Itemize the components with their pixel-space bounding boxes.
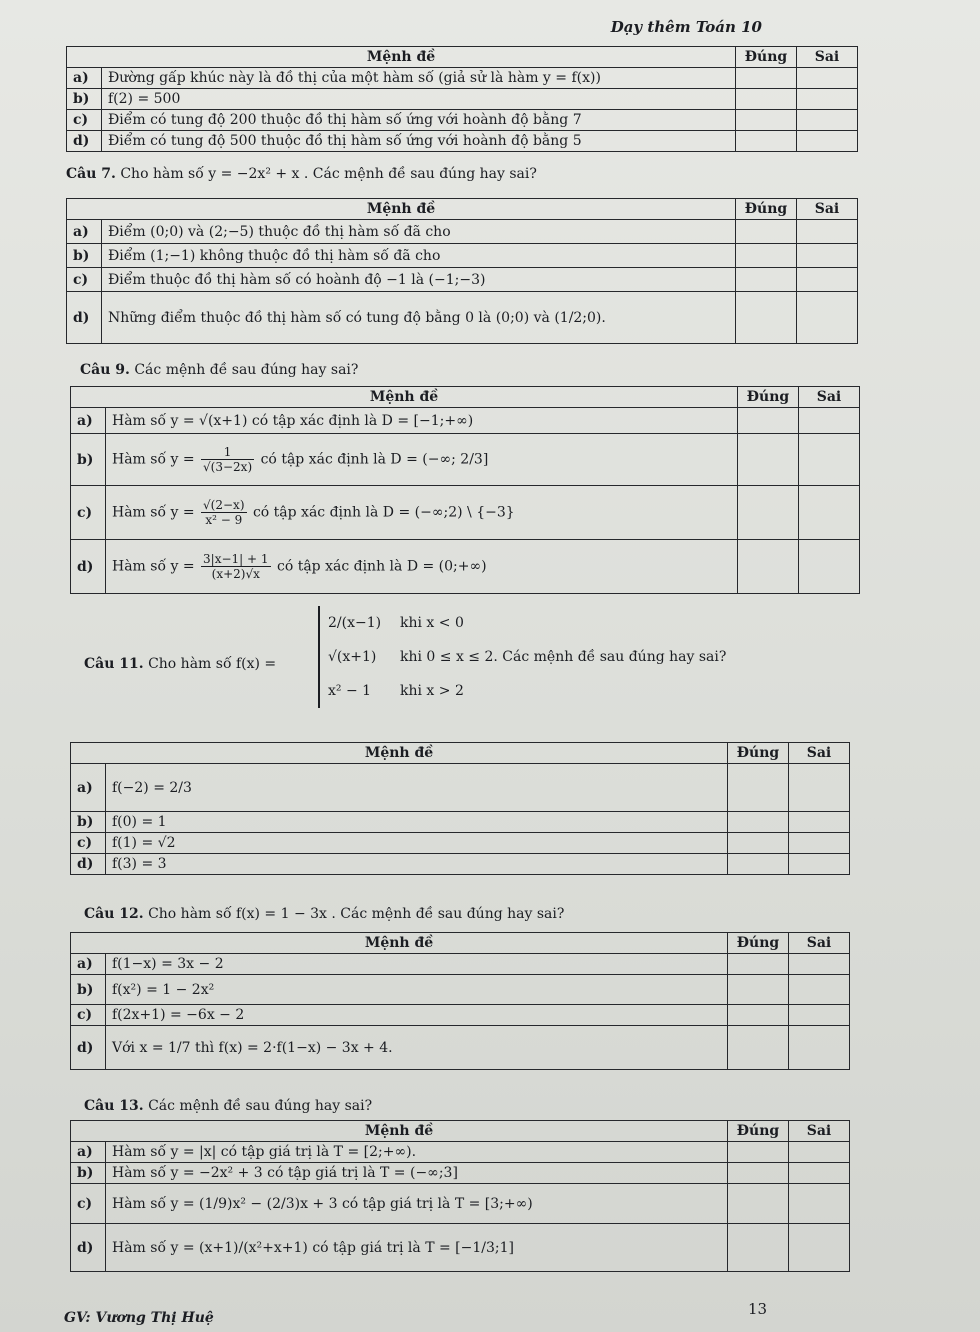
col-true: Đúng xyxy=(728,933,789,954)
true-cell[interactable] xyxy=(736,89,797,110)
col-false: Sai xyxy=(789,743,850,764)
row-label: c) xyxy=(67,268,102,292)
table-row xyxy=(67,110,858,131)
formula-pre: Hàm số y = xyxy=(112,558,195,575)
row-text: Điểm (1;−1) không thuộc đồ thị hàm số đã cho xyxy=(102,244,736,268)
false-cell[interactable] xyxy=(789,833,850,854)
row-text: f(0) = 1 xyxy=(106,812,728,833)
row-text: Hàm số y = |x| có tập giá trị là T = [2;+∞). xyxy=(106,1142,728,1163)
true-cell[interactable] xyxy=(736,244,797,268)
col-true: Đúng xyxy=(736,47,797,68)
table-row xyxy=(71,540,860,594)
true-cell[interactable] xyxy=(728,1026,789,1070)
fraction xyxy=(201,498,246,527)
table-row xyxy=(71,812,850,833)
table-row xyxy=(67,220,858,244)
table-row xyxy=(67,68,858,89)
false-cell[interactable] xyxy=(797,110,858,131)
table-row xyxy=(71,1224,850,1272)
piece-cond: khi x < 0 xyxy=(400,615,464,631)
true-cell[interactable] xyxy=(728,764,789,812)
row-text: Điểm (0;0) và (2;−5) thuộc đồ thị hàm số đã cho xyxy=(102,220,736,244)
row-label: a) xyxy=(71,954,106,975)
true-cell[interactable] xyxy=(728,954,789,975)
denominator: (x+2)√x xyxy=(211,567,260,581)
row-text: f(1−x) = 3x − 2 xyxy=(106,954,728,975)
formula-pre: Hàm số y = xyxy=(112,451,195,468)
true-cell[interactable] xyxy=(736,68,797,89)
row-text: Hàm số y = (1/9)x² − (2/3)x + 3 có tập giá trị là T = [3;+∞) xyxy=(106,1184,728,1224)
true-cell[interactable] xyxy=(728,1142,789,1163)
table-row xyxy=(67,292,858,344)
col-true: Đúng xyxy=(738,387,799,408)
page-header: Dạy thêm Toán 10 xyxy=(610,18,762,36)
q13-text: Các mệnh đề sau đúng hay sai? xyxy=(148,1098,373,1114)
true-cell[interactable] xyxy=(738,408,799,434)
q11-stem-start xyxy=(84,656,276,672)
true-cell[interactable] xyxy=(728,1184,789,1224)
table-row xyxy=(67,89,858,110)
false-cell[interactable] xyxy=(799,540,860,594)
q7-text: Cho hàm số y = −2x² + x . Các mệnh đề sau đúng hay sai? xyxy=(120,166,537,182)
true-cell[interactable] xyxy=(728,1224,789,1272)
row-label: b) xyxy=(71,434,106,486)
q7-stem xyxy=(66,166,537,182)
q11-text-pre: Cho hàm số f(x) = xyxy=(148,656,277,672)
piece-cond: khi 0 ≤ x ≤ 2 xyxy=(400,649,494,665)
table-q11 xyxy=(70,742,850,875)
false-cell[interactable] xyxy=(789,1184,850,1224)
piece-row xyxy=(328,640,726,674)
col-false: Sai xyxy=(789,933,850,954)
q12-text: Cho hàm số f(x) = 1 − 3x . Các mệnh đề sau đúng hay sai? xyxy=(148,906,565,922)
true-cell[interactable] xyxy=(738,486,799,540)
col-prop: Mệnh đề xyxy=(71,743,728,764)
false-cell[interactable] xyxy=(789,854,850,875)
table-q12 xyxy=(70,932,850,1070)
table-row xyxy=(67,131,858,152)
row-formula xyxy=(106,486,738,540)
table-row xyxy=(67,268,858,292)
q12-title: Câu 12. xyxy=(84,906,144,922)
row-text: f(x²) = 1 − 2x² xyxy=(106,975,728,1005)
true-cell[interactable] xyxy=(728,1163,789,1184)
q7-title: Câu 7. xyxy=(66,166,116,182)
table-row xyxy=(71,1184,850,1224)
false-cell[interactable] xyxy=(797,131,858,152)
table-row xyxy=(71,1142,850,1163)
row-label: d) xyxy=(71,854,106,875)
piece-cond: khi x > 2 xyxy=(400,683,464,699)
formula-post: có tập xác định là D = (−∞; 2/3] xyxy=(260,451,489,468)
table-row xyxy=(71,408,860,434)
author-footer: GV: Vương Thị Huệ xyxy=(64,1310,214,1326)
numerator: 3|x−1| + 1 xyxy=(203,552,269,566)
piece-row xyxy=(328,606,726,640)
q9-title: Câu 9. xyxy=(80,362,130,378)
table-row xyxy=(71,954,850,975)
true-cell[interactable] xyxy=(736,131,797,152)
piecewise-function xyxy=(318,606,726,708)
row-label: c) xyxy=(71,486,106,540)
row-text: Hàm số y = −2x² + 3 có tập giá trị là T = (−∞;3] xyxy=(106,1163,728,1184)
col-prop: Mệnh đề xyxy=(67,47,736,68)
row-text: Điểm thuộc đồ thị hàm số có hoành độ −1 là (−1;−3) xyxy=(102,268,736,292)
true-cell[interactable] xyxy=(728,854,789,875)
col-true: Đúng xyxy=(728,1121,789,1142)
col-true: Đúng xyxy=(728,743,789,764)
row-label: d) xyxy=(71,1224,106,1272)
row-label: d) xyxy=(67,292,102,344)
q13-stem xyxy=(84,1098,372,1114)
false-cell[interactable] xyxy=(799,408,860,434)
row-label: a) xyxy=(71,408,106,434)
row-text: Hàm số y = (x+1)/(x²+x+1) có tập giá trị là T = [−1/3;1] xyxy=(106,1224,728,1272)
table-row xyxy=(71,764,850,812)
false-cell[interactable] xyxy=(789,1163,850,1184)
formula-pre: Hàm số y = xyxy=(112,504,195,521)
true-cell[interactable] xyxy=(736,292,797,344)
false-cell[interactable] xyxy=(789,1005,850,1026)
q11-title: Câu 11. xyxy=(84,656,144,672)
false-cell[interactable] xyxy=(797,268,858,292)
row-label: c) xyxy=(71,1184,106,1224)
table-q13 xyxy=(70,1120,850,1272)
table-row xyxy=(71,1026,850,1070)
table-row xyxy=(71,1163,850,1184)
table-q6 xyxy=(66,46,858,152)
true-cell[interactable] xyxy=(728,975,789,1005)
row-text: f(2) = 500 xyxy=(102,89,736,110)
row-label: d) xyxy=(71,1026,106,1070)
table-row xyxy=(71,486,860,540)
numerator: 1 xyxy=(201,445,254,460)
row-formula xyxy=(106,540,738,594)
col-prop: Mệnh đề xyxy=(71,1121,728,1142)
row-label: c) xyxy=(71,1005,106,1026)
row-text: f(3) = 3 xyxy=(106,854,728,875)
false-cell[interactable] xyxy=(797,220,858,244)
q13-title: Câu 13. xyxy=(84,1098,144,1114)
row-label: b) xyxy=(71,812,106,833)
table-q9 xyxy=(70,386,860,594)
true-cell[interactable] xyxy=(736,220,797,244)
row-label: d) xyxy=(71,540,106,594)
table-row xyxy=(67,244,858,268)
row-text: Đường gấp khúc này là đồ thị của một hàm số (giả sử là hàm y = f(x)) xyxy=(102,68,736,89)
table-row xyxy=(71,833,850,854)
false-cell[interactable] xyxy=(789,1026,850,1070)
row-label: a) xyxy=(71,1142,106,1163)
table-row xyxy=(71,854,850,875)
row-label: b) xyxy=(71,1163,106,1184)
fraction xyxy=(201,445,254,474)
table-row xyxy=(71,434,860,486)
row-label: b) xyxy=(67,244,102,268)
false-cell[interactable] xyxy=(789,975,850,1005)
row-label: b) xyxy=(67,89,102,110)
row-text: Những điểm thuộc đồ thị hàm số có tung độ bằng 0 là (0;0) và (1/2;0). xyxy=(102,292,736,344)
piece-row xyxy=(328,674,726,708)
row-text: f(1) = √2 xyxy=(106,833,728,854)
true-cell[interactable] xyxy=(738,434,799,486)
col-prop: Mệnh đề xyxy=(71,387,738,408)
row-label: c) xyxy=(67,110,102,131)
row-label: d) xyxy=(67,131,102,152)
row-text: f(−2) = 2/3 xyxy=(106,764,728,812)
formula-post: có tập xác định là D = (−∞;2) \ {−3} xyxy=(252,504,515,521)
col-false: Sai xyxy=(797,199,858,220)
false-cell[interactable] xyxy=(797,68,858,89)
page-number: 13 xyxy=(748,1300,768,1318)
false-cell[interactable] xyxy=(789,1142,850,1163)
false-cell[interactable] xyxy=(797,292,858,344)
q12-stem xyxy=(84,906,564,922)
true-cell[interactable] xyxy=(728,1005,789,1026)
piece-expr: x² − 1 xyxy=(328,683,372,699)
col-false: Sai xyxy=(799,387,860,408)
row-text: Điểm có tung độ 200 thuộc đồ thị hàm số ứng với hoành độ bằng 7 xyxy=(102,110,736,131)
col-false: Sai xyxy=(789,1121,850,1142)
true-cell[interactable] xyxy=(736,268,797,292)
table-q7 xyxy=(66,198,858,344)
false-cell[interactable] xyxy=(799,434,860,486)
piece-expr: 2/(x−1) xyxy=(328,615,382,631)
col-true: Đúng xyxy=(736,199,797,220)
row-label: c) xyxy=(71,833,106,854)
table-row xyxy=(71,975,850,1005)
row-label: a) xyxy=(67,220,102,244)
row-label: a) xyxy=(71,764,106,812)
col-prop: Mệnh đề xyxy=(71,933,728,954)
q9-stem xyxy=(80,362,358,378)
true-cell[interactable] xyxy=(736,110,797,131)
row-label: b) xyxy=(71,975,106,1005)
false-cell[interactable] xyxy=(799,486,860,540)
formula-post: có tập xác định là D = (0;+∞) xyxy=(276,558,487,575)
false-cell[interactable] xyxy=(789,954,850,975)
row-label: a) xyxy=(67,68,102,89)
row-formula xyxy=(106,434,738,486)
true-cell[interactable] xyxy=(738,540,799,594)
q9-text: Các mệnh đề sau đúng hay sai? xyxy=(134,362,359,378)
row-text: Điểm có tung độ 500 thuộc đồ thị hàm số ứng với hoành độ bằng 5 xyxy=(102,131,736,152)
q11-text-post: . Các mệnh đề sau đúng hay sai? xyxy=(493,649,727,665)
fraction xyxy=(201,552,271,581)
piece-expr: √(x+1) xyxy=(328,649,377,665)
row-text: Với x = 1/7 thì f(x) = 2·f(1−x) − 3x + 4. xyxy=(106,1026,728,1070)
false-cell[interactable] xyxy=(797,244,858,268)
col-prop: Mệnh đề xyxy=(67,199,736,220)
false-cell[interactable] xyxy=(797,89,858,110)
true-cell[interactable] xyxy=(728,833,789,854)
col-false: Sai xyxy=(797,47,858,68)
row-text: Hàm số y = √(x+1) có tập xác định là D = [−1;+∞) xyxy=(106,408,738,434)
row-text: f(2x+1) = −6x − 2 xyxy=(106,1005,728,1026)
denominator: √(3−2x) xyxy=(203,460,253,474)
denominator: x² − 9 xyxy=(205,513,243,527)
false-cell[interactable] xyxy=(789,1224,850,1272)
numerator: √(2−x) xyxy=(203,498,245,512)
false-cell[interactable] xyxy=(789,764,850,812)
table-row xyxy=(71,1005,850,1026)
true-cell[interactable] xyxy=(728,812,789,833)
false-cell[interactable] xyxy=(789,812,850,833)
